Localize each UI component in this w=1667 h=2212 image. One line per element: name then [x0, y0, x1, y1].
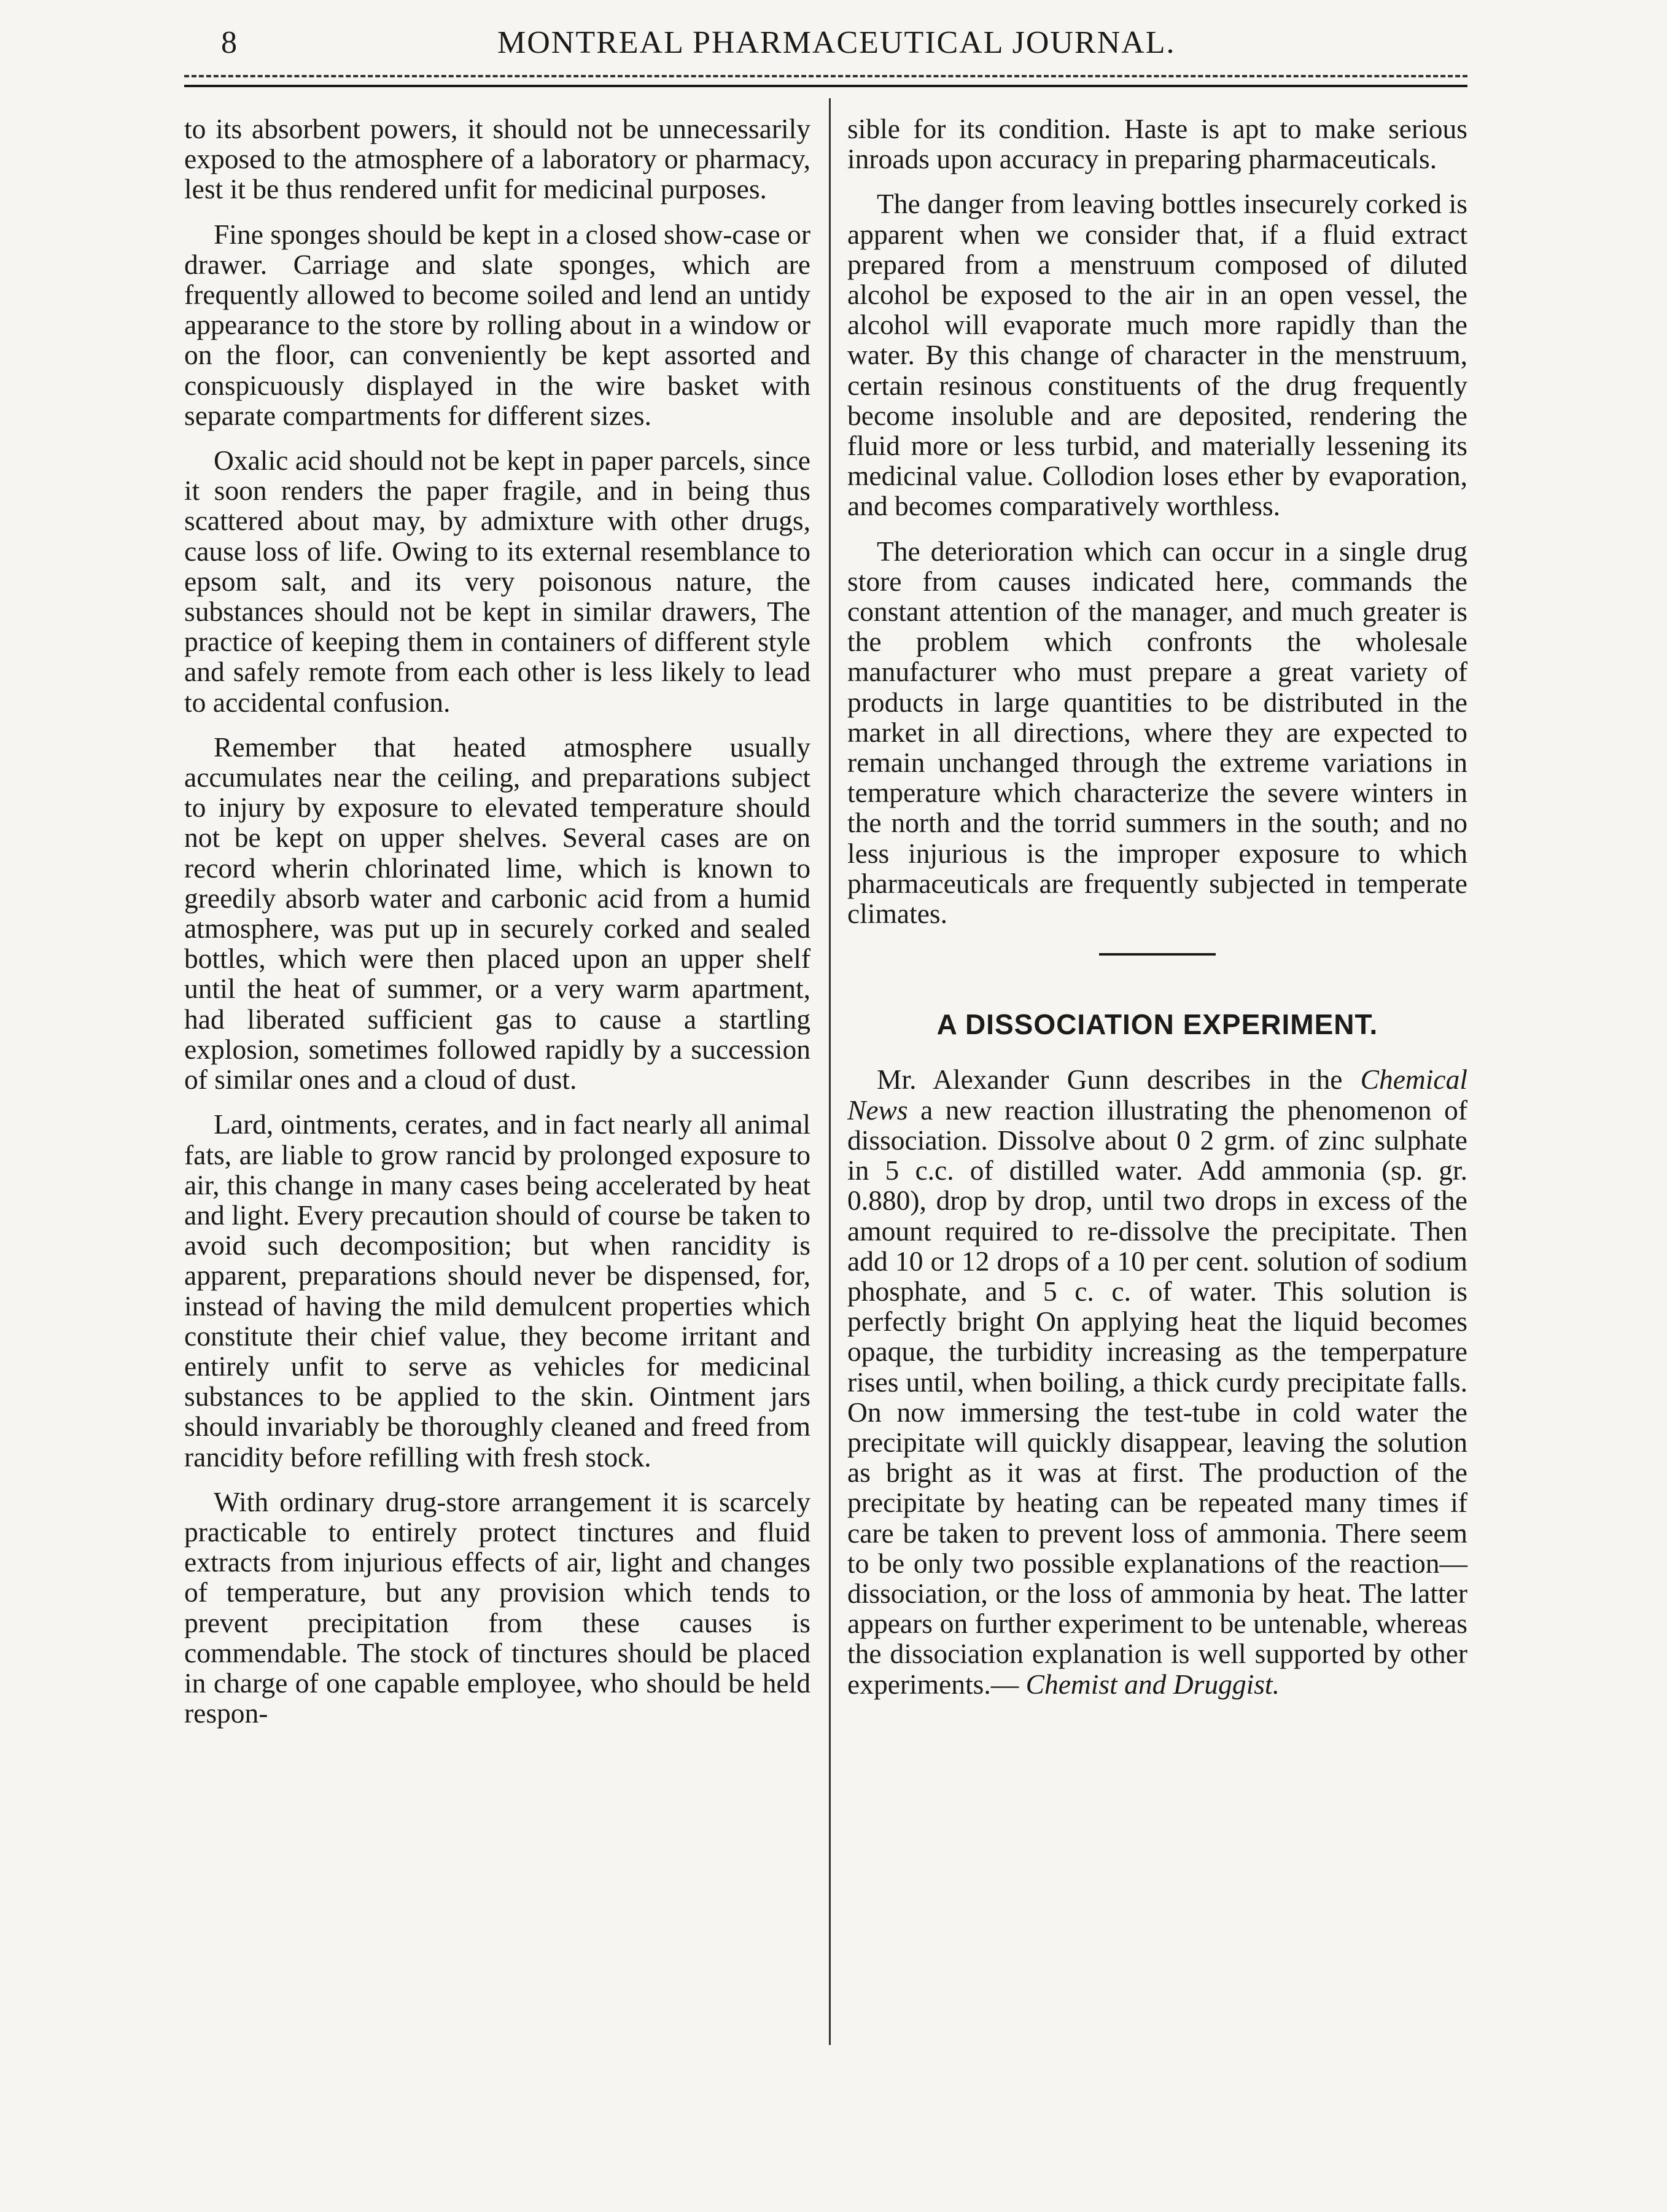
- header-rule: [184, 85, 1467, 87]
- paragraph-tinctures: With ordinary drug-store arrangement it is scarcely practicable to entirely protect tinctures and fluid extracts from injurious effects of air, light and changes of temperature, but any provision which tends to prevent precipitation from these causes is commendable. The stock of tinctures should be placed in charge of one capable employee, who should be held respon-: [184, 1486, 810, 1729]
- page-header: [184, 25, 1467, 68]
- paragraph-sponges: Fine sponges should be kept in a closed show-case or drawer. Carriage and slate sponges, which are frequently allowed to become soiled and lend an untidy appearance to the store by rolling about in a window or on the floor, can conveniently be kept assorted and conspicuously displayed in the wire basket with separate compartments for different sizes.: [184, 218, 810, 431]
- paragraph-condition: sible for its condition. Haste is apt to make serious inroads upon accuracy in preparing pharmaceuticals.: [847, 113, 1467, 175]
- header-dashed-rule: [184, 75, 1467, 77]
- section-heading: A DISSOCIATION EXPERIMENT.: [936, 1008, 1378, 1041]
- paragraph-absorbent: to its absorbent powers, it should not be unnecessarily exposed to the atmosphere of a laboratory or pharmacy, lest it be thus rendered unfit for medicinal purposes.: [184, 113, 810, 205]
- article-credit: Chemist and Druggist.: [1025, 1668, 1280, 1700]
- article-body: a new reaction illustrating the phenomenon of dissociation. Dissolve about 0 2 grm. of zinc sulphate in 5 c.c. of distilled water. Add ammonia (sp. gr. 0.880), drop by drop, until two drops in excess of the amount required to re-dissolve the precipitate. Then add 10 or 12 drops of a 10 per cent. solution of sodium phosphate, and 5 c. c. of water. This solution is perfectly bright On applying heat the liquid becomes opaque, the turbidity increasing as the temperpature rises until, when boiling, a thick curdy precipitate falls. On now immersing the test-tube in cold water the precipitate will quickly disappear, leaving the solution as bright as it was at first. The production of the precipitate by heating can be repeated many times if care be taken to prevent loss of ammonia. There seem to be only two possible explanations of the reaction—dissociation, or the loss of ammonia by heat. The latter appears on further experiment to be untenable, whereas the dissociation explanation is well supported by other experiments.—: [847, 1094, 1468, 1700]
- left-column: [184, 114, 810, 1743]
- paragraph-deterioration: The deterioration which can occur in a single drug store from causes indicated here, commands the constant attention of the manager, and much greater is the problem which confronts the wholesale manufacturer who must prepare a great variety of products in large quantities to be distributed in the market in all directions, where they are expected to remain unchanged through the extreme variations in temperature which characterize the severe winters in the north and the torrid summers in the south; and no less injurious is the improper exposure to which pharmaceuticals are frequently subjected in temperate climates.: [847, 535, 1467, 930]
- column-divider: [829, 98, 831, 2045]
- paragraph-oxalic-acid: Oxalic acid should not be kept in paper parcels, since it soon renders the paper fragile, and in being thus scattered about may, by admixture with other drugs, cause loss of life. Owing to its external resemblance to epsom salt, and its very poisonous nature, the substances should not be kept in similar drawers, The practice of keeping them in containers of different style and safely remote from each other is less likely to lead to accidental confusion.: [184, 445, 810, 718]
- right-column: [847, 114, 1467, 1714]
- section-divider-rule: [1099, 953, 1216, 956]
- paragraph-dissociation-experiment: [847, 1064, 1467, 1699]
- paragraph-heated-atmosphere: Remember that heated atmosphere usually accumulates near the ceiling, and preparations subject to injury by exposure to elevated temperature should not be kept on upper shelves. Several cases are on record wherin chlorinated lime, which is known to greedily absorb water and carbonic acid from a humid atmosphere, was put up in securely corked and sealed bottles, which were then placed upon an upper shelf until the heat of summer, or a very warm apartment, had liberated sufficient gas to cause a startling explosion, sometimes followed rapidly by a succession of similar ones and a cloud of dust.: [184, 731, 810, 1096]
- journal-title: MONTREAL PHARMACEUTICAL JOURNAL.: [497, 25, 1176, 60]
- page-number: 8: [221, 25, 238, 60]
- paragraph-lard-ointments: Lard, ointments, cerates, and in fact nearly all animal fats, are liable to grow rancid by prolonged exposure to air, this change in many cases being accelerated by heat and light. Every precaution should of course be taken to avoid such decomposition; but when rancidity is apparent, preparations should never be dispensed, for, instead of having the mild demulcent properties which constitute their chief value, they become irritant and entirely unfit to serve as vehicles for medicinal substances to be applied to the skin. Ointment jars should invariably be thoroughly cleaned and freed from rancidity before refilling with fresh stock.: [184, 1108, 810, 1473]
- paragraph-bottles-corked: The danger from leaving bottles insecurely corked is apparent when we consider that, if a fluid extract prepared from a menstruum composed of diluted alcohol be exposed to the air in an open vessel, the alcohol will evaporate much more rapidly than the water. By this change of character in the menstruum, certain resinous constituents of the drug frequently become insoluble and are deposited, rendering the fluid more or less turbid, and materially lessening its medicinal value. Collodion loses ether by evaporation, and becomes comparatively worthless.: [847, 188, 1467, 522]
- source-citation: Chemical News: [847, 1064, 1468, 1126]
- article-intro: Mr. Alexander Gunn describes in the: [877, 1064, 1343, 1096]
